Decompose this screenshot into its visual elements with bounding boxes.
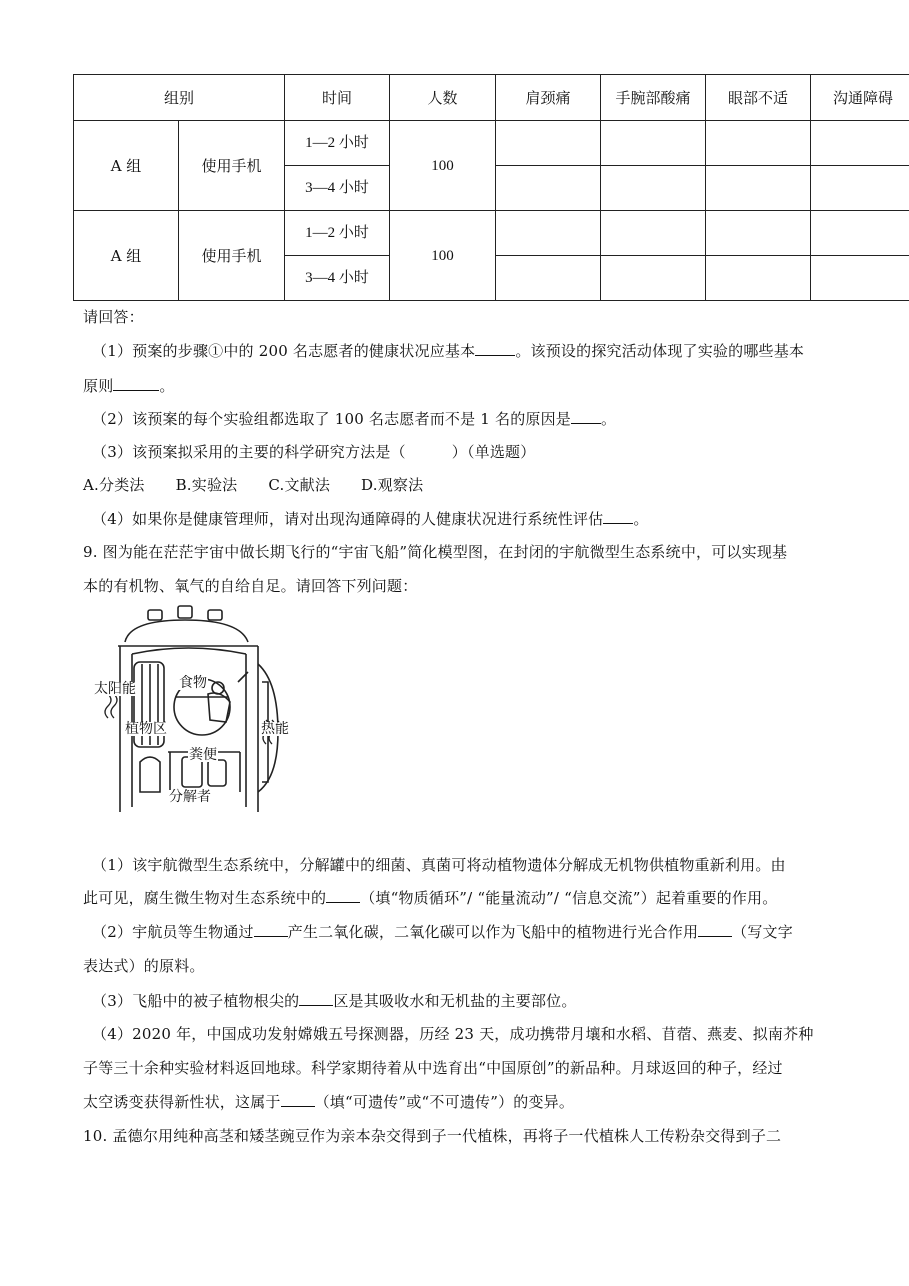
- time-cell: 3—4 小时: [285, 256, 390, 301]
- option-b: B.实验法: [175, 476, 238, 494]
- empty-cell: [811, 211, 909, 256]
- q8-p2a: （2）该预案的每个实验组都选取了 100 名志愿者而不是 1 名的原因是: [92, 410, 571, 428]
- header-time: 时间: [285, 75, 390, 121]
- q9-p4c: 太空诱变获得新性状，这属于: [83, 1093, 281, 1111]
- answer-blank[interactable]: [281, 1092, 315, 1107]
- q9-intro-line2: 本的有机物、氧气的自给自足。请回答下列问题：: [83, 577, 418, 595]
- q9-part1-line2: [83, 887, 777, 908]
- label-decomposer: 分解者: [169, 789, 211, 805]
- q8-p4a: （4）如果你是健康管理师，请对出现沟通障碍的人健康状况进行系统性评估: [92, 510, 604, 528]
- option-c: C.文献法: [268, 476, 331, 494]
- q9-p3a: （3）飞船中的被子植物根尖的: [92, 992, 300, 1010]
- count-cell: 100: [390, 211, 496, 301]
- answer-blank[interactable]: [698, 922, 732, 937]
- empty-cell: [706, 256, 811, 301]
- empty-cell: [706, 166, 811, 211]
- header-eye-discomfort: 眼部不适: [706, 75, 811, 121]
- q9-p4d: （填“可遗传”或“不可遗传”）的变异。: [314, 1093, 575, 1111]
- group-condition-cell: 使用手机: [179, 121, 285, 211]
- empty-cell: [706, 211, 811, 256]
- empty-cell: [496, 256, 601, 301]
- empty-cell: [496, 121, 601, 166]
- label-solar-energy: 太阳能: [94, 681, 136, 697]
- empty-cell: [601, 256, 706, 301]
- header-communication: 沟通障碍: [811, 75, 909, 121]
- table-row: [74, 121, 909, 166]
- q8-p3b: ）（单选题）: [451, 443, 536, 461]
- header-wrist-pain: 手腕部酸痛: [601, 75, 706, 121]
- q9-part4-line3: [83, 1091, 574, 1112]
- time-cell: 1—2 小时: [285, 211, 390, 256]
- q8-part2: [92, 408, 616, 429]
- q9-p2b: 产生二氧化碳，二氧化碳可以作为飞船中的植物进行光合作用: [287, 923, 699, 941]
- table-row: [74, 211, 909, 256]
- group-name-cell: A 组: [74, 121, 179, 211]
- empty-cell: [601, 166, 706, 211]
- group-condition-cell: 使用手机: [179, 211, 285, 301]
- answer-blank[interactable]: [326, 888, 360, 903]
- empty-cell: [811, 121, 909, 166]
- group-name-cell: A 组: [74, 211, 179, 301]
- q8-p3a: （3）该预案拟采用的主要的科学研究方法是（: [92, 443, 406, 461]
- answer-blank[interactable]: [254, 922, 288, 937]
- table-header-row: [74, 75, 909, 121]
- answer-blank[interactable]: [571, 409, 601, 424]
- q8-p2b: 。: [601, 410, 617, 428]
- q8-prompt: 请回答：: [83, 308, 144, 326]
- q10-intro-line1: 10. 孟德尔用纯种高茎和矮茎豌豆作为亲本杂交得到子一代植株，再将子一代植株人工传粉杂交得到子二: [83, 1127, 782, 1145]
- empty-cell: [811, 166, 909, 211]
- answer-blank[interactable]: [299, 991, 333, 1006]
- q8-part1-line1: [92, 340, 804, 361]
- answer-blank[interactable]: [603, 509, 633, 524]
- q9-intro-line1: 9. 图为能在茫茫宇宙中做长期飞行的“宇宙飞船”简化模型图，在封闭的宇航微型生态系统中，可以实现基: [83, 543, 788, 561]
- q9-part1-line1: （1）该宇航微型生态系统中，分解罐中的细菌、真菌可将动植物遗体分解成无机物供植物重新利用。由: [92, 856, 786, 874]
- survey-table: [73, 74, 909, 301]
- option-a: A.分类法: [83, 476, 145, 494]
- q9-part3: [92, 990, 577, 1011]
- empty-cell: [496, 166, 601, 211]
- label-plant-area: 植物区: [125, 721, 167, 737]
- empty-cell: [706, 121, 811, 166]
- q8-p4b: 。: [633, 510, 649, 528]
- header-count: 人数: [390, 75, 496, 121]
- count-cell: 100: [390, 121, 496, 211]
- q9-p2c: （写文字: [732, 923, 793, 941]
- q9-part4-line1: （4）2020 年，中国成功发射嫦娥五号探测器，历经 23 天，成功携带月壤和水稻、苜蓿、燕麦、拟南芥种: [92, 1025, 814, 1043]
- q8-part3: [92, 441, 535, 462]
- q9-part2-line1: [92, 921, 793, 942]
- q9-p1b: 此可见，腐生微生物对生态系统中的: [83, 889, 327, 907]
- q8-part1-line2: [83, 375, 175, 396]
- answer-blank[interactable]: [113, 376, 159, 391]
- option-d: D.观察法: [361, 476, 424, 494]
- answer-blank[interactable]: [475, 341, 515, 356]
- label-heat-energy: 热能: [261, 721, 289, 737]
- spaceship-figure: [90, 602, 295, 817]
- q9-part2-line2: 表达式）的原料。: [83, 957, 205, 975]
- time-cell: 1—2 小时: [285, 121, 390, 166]
- time-cell: 3—4 小时: [285, 166, 390, 211]
- q8-p1d: 。: [159, 377, 175, 395]
- q8-p1c: 原则: [83, 377, 114, 395]
- header-neck-pain: 肩颈痛: [496, 75, 601, 121]
- label-food: 食物: [179, 675, 207, 691]
- q8-part4: [92, 508, 649, 529]
- q9-part4-line2: 子等三十余种实验材料返回地球。科学家期待着从中选育出“中国原创”的新品种。月球返回的种子，经过: [83, 1059, 783, 1077]
- empty-cell: [601, 211, 706, 256]
- empty-cell: [601, 121, 706, 166]
- q9-p2a: （2）宇航员等生物通过: [92, 923, 254, 941]
- label-feces: 粪便: [189, 747, 217, 763]
- empty-cell: [496, 211, 601, 256]
- q8-options: [83, 474, 423, 495]
- q9-p1c: （填“物质循环”/ “能量流动”/ “信息交流”）起着重要的作用。: [360, 889, 778, 907]
- header-group: 组别: [74, 75, 285, 121]
- empty-cell: [811, 256, 909, 301]
- q8-p1b: 。该预设的探究活动体现了实验的哪些基本: [515, 342, 805, 360]
- spaceship-drawing: [90, 602, 295, 817]
- q9-p3b: 区是其吸收水和无机盐的主要部位。: [333, 992, 577, 1010]
- q8-p1a: （1）预案的步骤①中的 200 名志愿者的健康状况应基本: [92, 342, 476, 360]
